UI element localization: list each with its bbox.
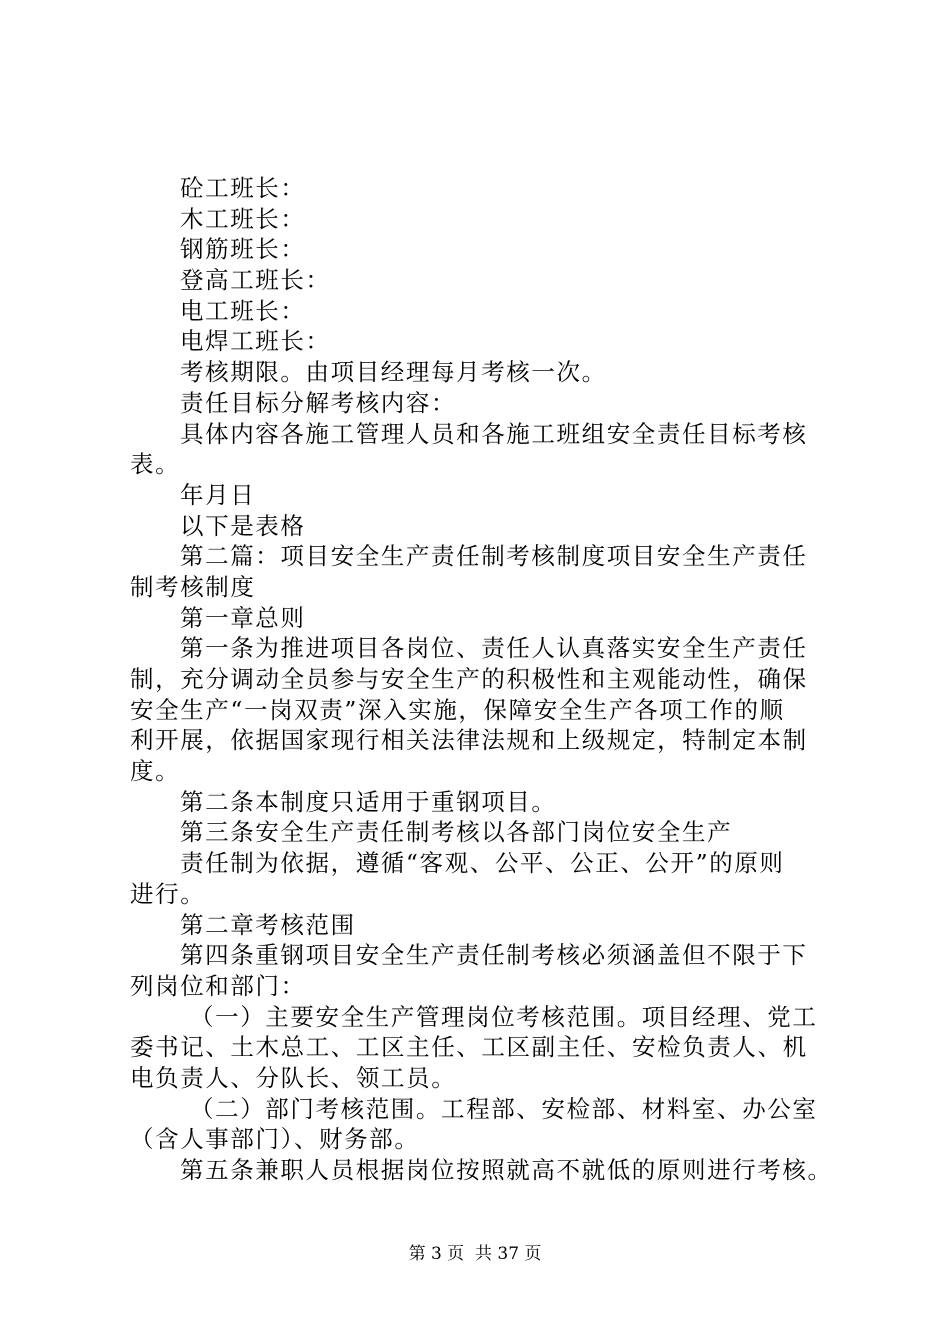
page-footer: [0, 1243, 950, 1265]
text-line: 登高工班长：: [180, 266, 331, 295]
text-line: 制考核制度: [130, 572, 256, 601]
text-line: 第二章考核范围: [180, 910, 356, 939]
text-line: 进行。: [130, 879, 206, 908]
text-line: 木工班长：: [180, 204, 306, 233]
text-line: 责任目标分解考核内容：: [180, 388, 457, 417]
text-line: 责任制为依据，遵循“客观、公平、公正、公开”的原则: [180, 849, 785, 878]
text-line: 表。: [130, 450, 181, 479]
page-number: 第 3 页 共 37 页: [408, 1244, 542, 1264]
text-line: （含人事部门）、财务部。: [130, 1125, 420, 1154]
text-line: 以下是表格: [180, 511, 306, 540]
text-line: 电工班长：: [180, 296, 306, 325]
text-line: 年月日: [180, 480, 256, 509]
text-line: 第一条为推进项目各岗位、责任人认真落实安全生产责任: [180, 634, 808, 663]
text-line: 列岗位和部门：: [130, 971, 306, 1000]
text-line: 第三条安全生产责任制考核以各部门岗位安全生产: [180, 818, 733, 847]
text-line: 第五条兼职人员根据岗位按照就高不就低的原则进行考核。: [180, 1156, 833, 1184]
text-line: 第二篇：项目安全生产责任制考核制度项目安全生产责任: [180, 542, 808, 571]
text-line: 砼工班长：: [180, 174, 306, 202]
text-line: 电负责人、分队长、领工员。: [130, 1063, 457, 1092]
text-line: 具体内容各施工管理人员和各施工班组安全责任目标考核: [180, 419, 808, 448]
text-line: 考核期限。由项目经理每月考核一次。: [180, 358, 607, 387]
text-line: 委书记、土木总工、工区主任、工区副主任、安检负责人、机: [130, 1033, 808, 1062]
text-line: 安全生产“一岗双责”深入实施，保障安全生产各项工作的顺: [130, 695, 785, 724]
text-line: （一）主要安全生产管理岗位考核范围。项目经理、党工: [190, 1002, 818, 1031]
text-line: 第四条重钢项目安全生产责任制考核必须涵盖但不限于下: [180, 941, 808, 970]
text-line: 度。: [130, 757, 181, 786]
text-line: 第一章总则: [180, 603, 306, 632]
text-line: 制，充分调动全员参与安全生产的积极性和主观能动性，确保: [130, 665, 808, 693]
text-line: 利开展，依据国家现行相关法律法规和上级规定，特制定本制: [130, 726, 808, 755]
text-line: 钢筋班长：: [180, 235, 306, 264]
text-line: 第二条本制度只适用于重钢项目。: [180, 787, 557, 816]
document-body: [130, 173, 835, 1186]
text-line: 电焊工班长：: [180, 327, 331, 356]
text-line: （二）部门考核范围。工程部、安检部、材料室、办公室: [190, 1094, 818, 1123]
